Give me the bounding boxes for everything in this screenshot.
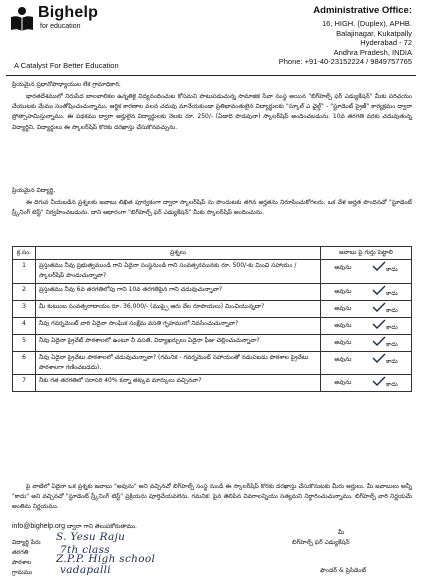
answer-yes-option[interactable]: అవును [334,378,352,386]
question-text: నీవు ఏదైనా ప్రైవేటు పాఠశాలలో చదువుచున్నావా? (గమనిక - గవర్నమెంట్ సహాయంతో నడుపబడు పాఠశాల ప్రైవేటు పాఠశాలగా గణించబడదు). [36,351,321,374]
answer-no-option[interactable] [372,261,398,275]
answer-cell [321,351,412,374]
student-salutation: ప్రియమైన విద్యార్థి, [12,187,56,194]
answer-no-label: కాదు [386,357,398,365]
salutation: ప్రియమైన ప్రధానోపాధ్యాయుల లేక గ్రామాధికారి, [12,81,121,88]
table-row [13,334,412,351]
signature-org: బిగ్‌హెల్ప్ ఫర్ ఎడ్యుకేషన్ [292,539,350,546]
name-value[interactable]: S. Yesu Raju [56,531,126,543]
intro-paragraph: భారతదేశములో నిరుపేద బాలబాలికల ఉన్నతికై విద్యనందించుట కోసమని పాటుపడుచున్న సామాజిక సేవా సంస్థ అయిన "బిగ్‌హెల్ప్ ఫర్ ఎడ్యుకేషన్" మీకు పరిచయం చేయుటకు మేము సంతోషించుచున్నాము. ఆర్థిక కారణాల వలన చదువు మానేయకుండా ప్రతిభావంతులైన విద్యార్థులకు "స్కూల్ ఎ ఛైల్డ్" - "స్టూడెంట్ ప్రైజ్" కార్యక్రమం ద్వారా ప్రోత్సాహమిస్తున్నాము. ఈ పథకము ద్వారా అర్హులైన విద్యార్థులకు నెలకు రూ. 250/- (ఏడాది పొడవునా) స్కాలర్‌షిప్ అందించబడును. 10వ తరగతి వరకు చదువుతున్న విద్యార్థిని, విద్యార్థులు ఈ స్కాలర్‌షిప్ కొరకు దరఖాస్తు చేసుకొనవచ్చును. [12,93,412,131]
closing-paragraph: పై వాటిలో ఏదైనా ఒక ప్రశ్నకు జవాబు "అవును" అని వచ్చినచో బిగ్‌హెల్ప్ సంస్థ నుండి ఈ స్కాలర్‌షిప్ కొరకు దరఖాస్తు చేసుకొనుటకు మీరు అర్హులు. మీ జవాబులు అన్నీ "కాదు" అని వచ్చినచో "స్టూడెంట్ స్ర్కీనింగ్ టెస్ట్" ప్రక్రియను పూర్తిచేయవలెను. గమనిక: పైన తెలిపిన వివరాలన్నియు సత్యమని నిర్ధారించుచున్నాము. బిగ్‌హెల్ప్ వారి నిర్ణయమే అంతిమ నిర్ణయము. [12,483,412,511]
answer-cell [321,375,412,392]
question-number: 5 [13,334,36,351]
office-line: 16, HIGH. (Duplex), APHB. [321,19,412,29]
office-line: Hyderabad - 72 [360,38,412,48]
answer-no-option[interactable] [372,376,398,390]
question-number: 1 [13,260,36,283]
checkmark-icon [372,353,386,363]
office-line: Andhra Pradesh, INDIA [333,47,412,57]
answer-cell [321,260,412,283]
table-row [13,260,412,283]
answer-cell [321,300,412,317]
question-text: నీవు గవర్నమెంట్ వారి ఏదైనా సాంఘిక సంక్షేమ వసతి గృహములో నివసించుచున్నావా? [36,317,321,334]
table-row [13,317,412,334]
checkmark-icon [372,302,386,312]
column-header-number: క్ర.సం. [13,247,36,260]
name-label: విద్యార్థి పేరు [12,539,41,546]
answer-yes-option[interactable]: అవును [334,321,352,329]
office-address [279,6,412,66]
table-row [13,283,412,300]
answer-no-label: కాదు [386,323,398,331]
answer-cell [321,283,412,300]
table-header-row [13,247,412,260]
answer-yes-option[interactable]: అవును [334,355,352,363]
question-text: మీ కుటుంబ సంవత్సరాదాయం రూ. 36,000/- (ముప్పై ఆరు వేల రూపాయలు) మించియున్నదా? [36,300,321,317]
answer-no-label: కాదు [386,380,398,388]
brand-subtitle: for education [40,23,81,30]
email-suffix: ద్వారా గాని తెలుపకోరుతాము. [66,523,137,530]
answer-no-label: కాదు [386,306,398,314]
answer-yes-option[interactable]: అవును [334,264,352,272]
question-number: 3 [13,300,36,317]
office-title: Administrative Office: [313,5,412,16]
school-label: పాఠశాల [12,559,32,566]
class-label: తరగతి [12,549,29,556]
answer-no-option[interactable] [372,336,398,350]
question-text: నీవు ఏదైనా ప్రైవేట్ పాఠశాలలో ఉంటూ నీ వసతి, విద్యాఖర్చులు ఏదైనా ఫీజు చెల్లించుచున్నావా? [36,334,321,351]
office-phone: Phone: +91-40-23152224 / 9849757765 [278,57,412,67]
checkmark-icon [372,376,386,386]
signature-title: ఫౌండర్ & ప్రెసిడెంట్ [320,567,367,574]
book-logo-icon [10,6,34,32]
answer-no-label: కాదు [386,340,398,348]
question-number: 6 [13,351,36,374]
answer-no-option[interactable] [372,285,398,299]
question-number: 4 [13,317,36,334]
question-number: 2 [13,283,36,300]
table-row [13,300,412,317]
school-value[interactable]: Z.P.P. High school [56,553,156,565]
question-text: ప్రస్తుతము నీవు ప్రభుత్వముండి గాని ఏదైనా సంస్థనుండి గాని సంవత్సరమునకు రూ. 500/-కు మించి సహాయం / స్కాలర్‌షిప్ పొందుచున్నావా? [36,260,321,283]
office-line: Balajinagar, Kukatpally [336,28,412,38]
question-text: నీకు గత తరగతిలో సరాసరి 40% కన్నా తక్కువ మార్కులు వచ్చినవా? [36,375,321,392]
checkmark-icon [372,336,386,346]
signature-yours: మీ [338,529,345,536]
checkmark-icon [372,285,386,295]
column-header-answer: జవాబు పై గుర్తు పెట్టాలి [321,247,412,260]
answer-yes-option[interactable]: అవును [334,338,352,346]
class-value[interactable]: 7th class [60,544,110,556]
questions-table [12,246,412,392]
answer-no-option[interactable] [372,302,398,316]
header-divider [6,75,416,76]
email-address[interactable]: info@bighelp.org [12,523,66,530]
answer-no-option[interactable] [372,319,398,333]
question-number: 7 [13,375,36,392]
answer-no-option[interactable] [372,353,398,367]
answer-cell [321,317,412,334]
checkmark-icon [372,319,386,329]
answer-yes-option[interactable]: అవును [334,287,352,295]
answer-cell [321,334,412,351]
column-header-questions: ప్రశ్నలు [36,247,321,260]
table-row [13,351,412,374]
checkmark-icon [372,261,386,271]
instructions-paragraph: ఈ దిగువ నీయబడిన ప్రశ్నలకు జవాబు లిఖిత పూర్వకంగా ద్వారా స్కాలర్‌షిప్ ను పొందుటకు తగిన అర్హతను నిరూపించుకోగలరు. ఒక వేళ అర్హత పొందినచో "స్టూడెంట్ స్ర్కీనింగ్ టెస్ట్" నిర్వహించబడును. దాని ఆధారంగా "బిగ్‌హెల్ప్ ఫర్ ఎడ్యుకేషన్" మీకు స్కాలర్‌షిప్ అందించును. [12,199,412,217]
tagline: A Catalyst For Better Education [14,61,119,70]
answer-no-label: కాదు [386,289,398,297]
table-row [13,375,412,392]
question-text: ప్రస్తుతము నీవు 6వ తరగతిలోపు గాని 10వ తరగతిపైన గాని చదువుచున్నావా? [36,283,321,300]
village-label: గ్రామము [12,569,33,576]
answer-no-label: కాదు [386,266,398,274]
brand-name: Bighelp [38,4,99,21]
village-value[interactable]: vadapalli [60,564,111,576]
answer-yes-option[interactable]: అవును [334,304,352,312]
